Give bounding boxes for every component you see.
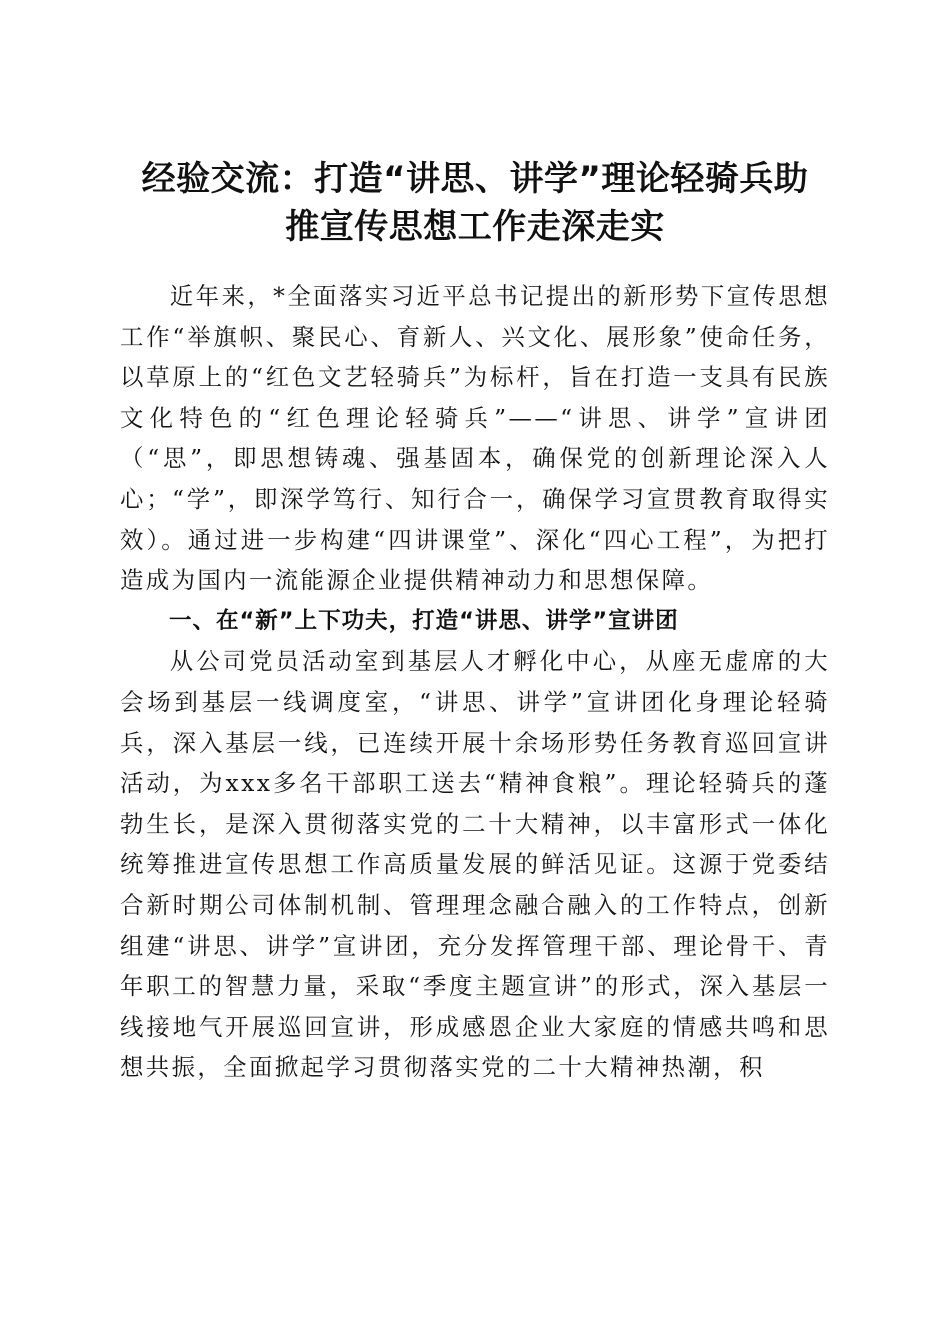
document-title: [100, 155, 850, 251]
section-heading: 一、在“新”上下功夫，打造“讲思、讲学”宣讲团: [169, 607, 679, 634]
title-line-2: 推宣传思想工作走深走实: [285, 206, 665, 247]
title-line-1: 经验交流：打造“讲思、讲学”理论轻骑兵助: [141, 158, 809, 199]
intro-paragraph: 近年来，*全面落实习近平总书记提出的新形势下宣传思想工作“举旗帜、聚民心、育新人、兴文化、展形象”使命任务，以草原上的“红色文艺轻骑兵”为标杆，旨在打造一支具有民族文化特色的“红色理论轻骑兵”——“讲思、讲学”宣讲团（“思”，即思想铸魂、强基固本，确保党的创新理论深入人心；“学”，即深学笃行、知行合一，确保学习宣贯教育取得实效）。通过进一步构建“四讲课堂”、深化“四心工程”，为把打造成为国内一流能源企业提供精神动力和思想保障。: [120, 282, 830, 595]
body-paragraph: 从公司党员活动室到基层人才孵化中心，从座无虚席的大会场到基层一线调度室，“讲思、讲学”宣讲团化身理论轻骑兵，深入基层一线，已连续开展十余场形势任务教育巡回宣讲活动，为xxx多名干部职工送去“精神食粮”。理论轻骑兵的蓬勃生长，是深入贯彻落实党的二十大精神，以丰富形式一体化统筹推进宣传思想工作高质量发展的鲜活见证。这源于党委结合新时期公司体制机制、管理理念融合融入的工作特点，创新组建“讲思、讲学”宣讲团，充分发挥管理干部、理论骨干、青年职工的智慧力量，采取“季度主题宣讲”的形式，深入基层一线接地气开展巡回宣讲，形成感恩企业大家庭的情感共鸣和思想共振，全面掀起学习贯彻落实党的二十大精神热潮，积: [120, 647, 830, 1082]
document-body: [120, 276, 830, 1088]
